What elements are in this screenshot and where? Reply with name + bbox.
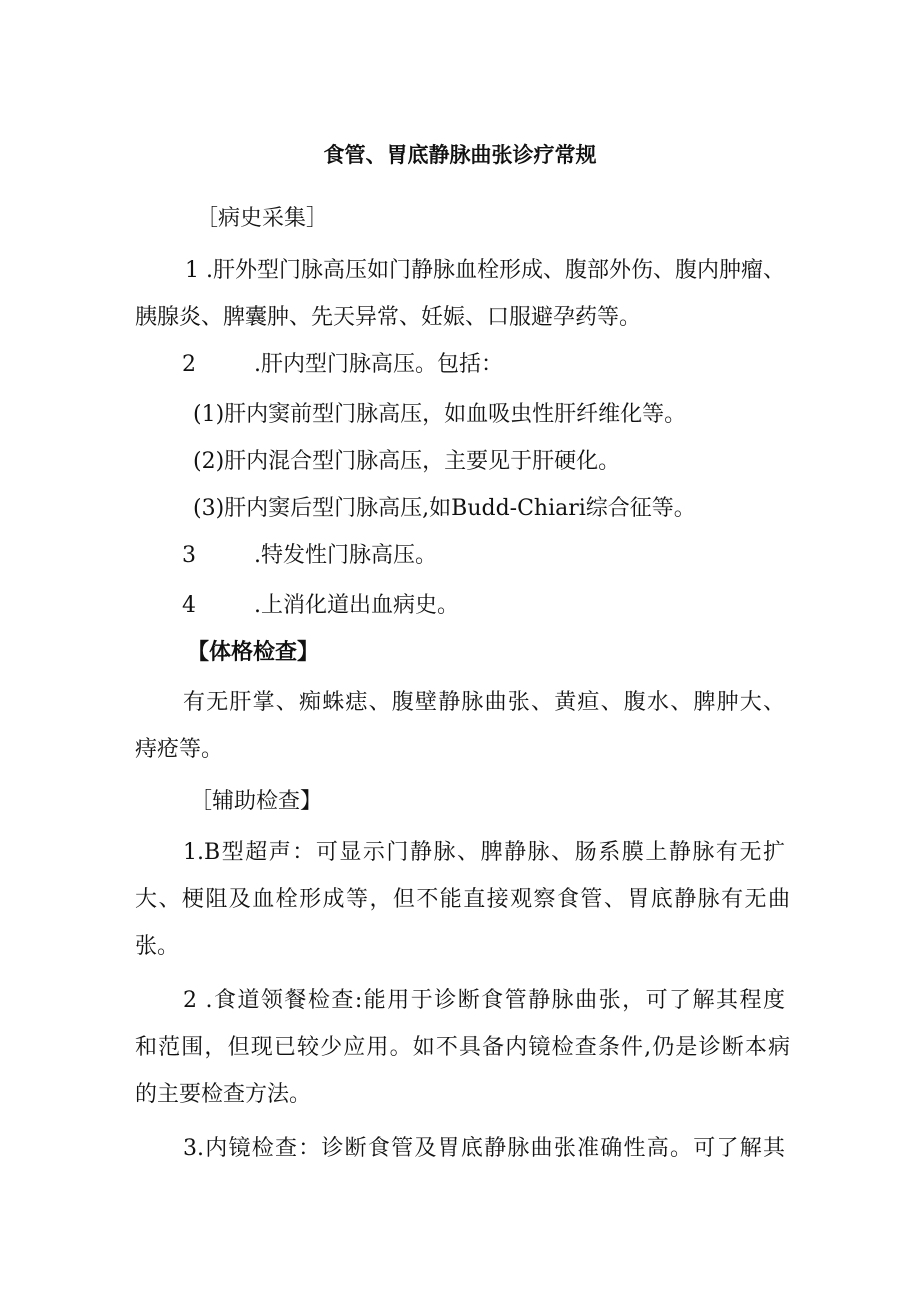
document-title: 食管、胃底静脉曲张诊疗常规	[323, 143, 597, 167]
auxiliary-item-1-line-1: 1.B型超声：可显示门静脉、脾静脉、肠系膜上静脉有无扩	[183, 840, 785, 865]
history-item-4-number: 4	[182, 593, 196, 618]
auxiliary-heading: ［辅助检查】	[190, 789, 323, 814]
history-item-2	[182, 350, 503, 380]
physical-line-1: 有无肝掌、痴蛛痣、腹壁静脉曲张、黄疸、腹水、脾肿大、	[183, 690, 785, 715]
history-item-1-line-2: 胰腺炎、脾囊肿、先天异常、妊娠、口服避孕药等。	[135, 305, 642, 330]
history-item-2-number: 2	[182, 352, 196, 377]
history-subitem-2: (2)肝内混合型门脉高压，主要见于肝硬化。	[193, 449, 621, 474]
history-heading: ［病史采集］	[196, 206, 329, 231]
history-item-3-number: 3	[182, 543, 196, 568]
history-item-3-text: .特发性门脉高压。	[254, 543, 437, 568]
physical-heading: 【体格检查】	[187, 640, 320, 665]
physical-line-2: 痔疮等。	[135, 737, 224, 762]
history-item-2-text: .肝内型门脉高压。包括：	[254, 352, 503, 377]
auxiliary-item-3-line-1: 3.内镜检查：诊断食管及胃底静脉曲张准确性高。可了解其	[183, 1136, 785, 1161]
auxiliary-item-1-line-2: 大、梗阻及血栓形成等，但不能直接观察食管、胃底静脉有无曲	[135, 887, 790, 912]
history-item-4	[182, 591, 459, 621]
auxiliary-item-2-line-3: 的主要检查方法。	[135, 1082, 312, 1107]
history-item-3	[182, 541, 437, 571]
history-subitem-1: (1)肝内窦前型门脉高压，如血吸虫性肝纤维化等。	[193, 402, 687, 427]
history-item-1-line-1: 1 .肝外型门脉高压如门静脉血栓形成、腹部外伤、腹内肿瘤、	[185, 258, 785, 283]
auxiliary-item-2-line-1: 2 .食道领餐检查:能用于诊断食管静脉曲张，可了解其程度	[183, 988, 785, 1013]
auxiliary-item-1-line-3: 张。	[135, 934, 180, 959]
history-subitem-3: (3)肝内窦后型门脉高压,如Budd-Chiari综合征等。	[193, 496, 696, 521]
history-item-4-text: .上消化道出血病史。	[254, 593, 459, 618]
auxiliary-item-2-line-2: 和范围，但现已较少应用。如不具备内镜检查条件,仍是诊断本病	[135, 1035, 790, 1060]
